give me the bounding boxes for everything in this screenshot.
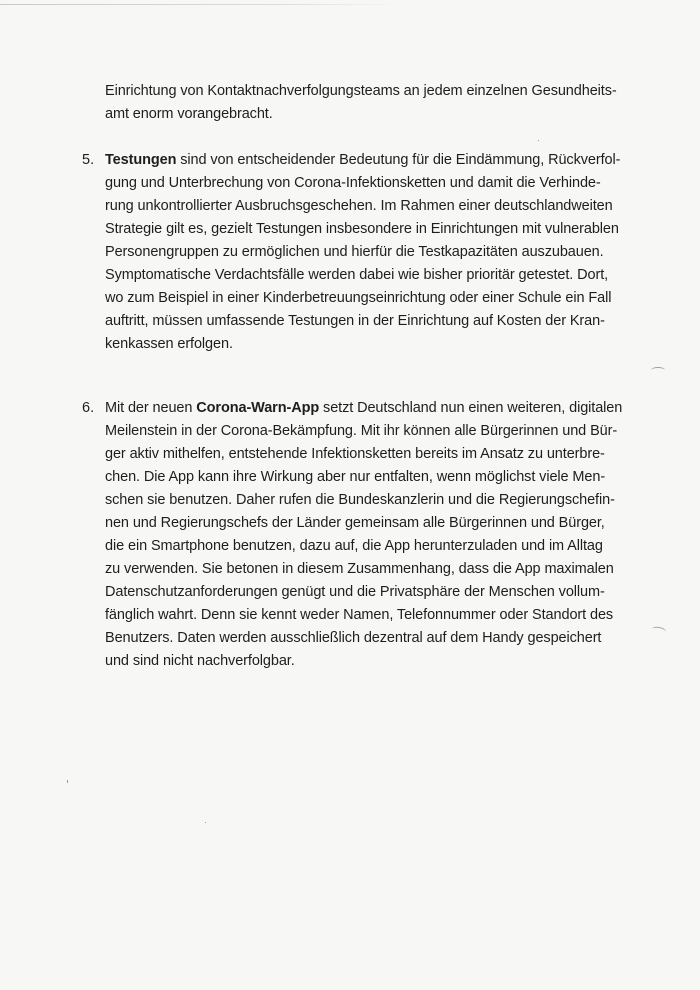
text-line: wo zum Beispiel in einer Kinderbetreuungseinrichtung oder einer Schule ein Fall (105, 290, 612, 306)
scan-speck (205, 822, 206, 823)
continuation-paragraph (105, 80, 617, 126)
text-line: zu verwenden. Sie betonen in diesem Zusammenhang, dass die App maximalen (105, 561, 614, 577)
list-number-5: 5. (82, 152, 95, 168)
text-line: Benutzers. Daten werden ausschließlich dezentral auf dem Handy gespeichert (105, 630, 602, 646)
text-line: Datenschutzanforderungen genügt und die Privatsphäre der Menschen vollum- (105, 584, 605, 600)
text-line: nen und Regierungschefs der Länder gemeinsam alle Bürgerinnen und Bürger, (105, 515, 605, 531)
text-line: die ein Smartphone benutzen, dazu auf, die App herunterzuladen und im Alltag (105, 538, 603, 554)
bold-lead-term: Testungen (105, 152, 177, 168)
text-line: Symptomatische Verdachtsfälle werden dabei wie bisher prioritär getestet. Dort, (105, 267, 609, 283)
scan-edge-line (0, 4, 400, 5)
paragraph-testungen (105, 149, 621, 356)
margin-scan-mark (651, 626, 666, 636)
scan-speck (538, 140, 539, 141)
text-line: fänglich wahrt. Denn sie kennt weder Namen, Telefonnummer oder Standort des (105, 607, 614, 623)
text-line: chen. Die App kann ihre Wirkung aber nur entfalten, wenn möglichst viele Men- (105, 469, 606, 485)
text-line: und sind nicht nachverfolgbar. (105, 653, 295, 669)
text-line: amt enorm vorangebracht. (105, 106, 273, 122)
text-line: Strategie gilt es, gezielt Testungen insbesondere in Einrichtungen mit vulnerablen (105, 221, 619, 237)
text-line: Meilenstein in der Corona-Bekämpfung. Mit ihr können alle Bürgerinnen und Bür- (105, 423, 618, 439)
bold-lead-term: Corona-Warn-App (196, 400, 320, 416)
text-line: schen sie benutzen. Daher rufen die Bundeskanzlerin und die Regierungschefin- (105, 492, 615, 508)
paragraph-corona-warn-app (105, 397, 623, 673)
text-line: rung unkontrollierter Ausbruchsgeschehen. Im Rahmen einer deutschlandweiten (105, 198, 613, 214)
text-line: ger aktiv mithelfen, entstehende Infektionsketten bereits im Ansatz zu unterbre- (105, 446, 605, 462)
scan-speck (67, 780, 68, 783)
text-line: auftritt, müssen umfassende Testungen in der Einrichtung auf Kosten der Kran- (105, 313, 605, 329)
text-fragment: setzt Deutschland nun einen weiteren, digitalen (319, 400, 623, 416)
text-line (105, 397, 623, 420)
list-number-6: 6. (82, 400, 95, 416)
margin-scan-mark (651, 367, 665, 373)
text-line: kenkassen erfolgen. (105, 336, 233, 352)
text-line (105, 149, 621, 172)
text-fragment: sind von entscheidender Bedeutung für die Eindämmung, Rückverfol- (176, 152, 621, 168)
text-line: Einrichtung von Kontaktnachverfolgungsteams an jedem einzelnen Gesundheits- (105, 83, 617, 99)
text-fragment: Mit der neuen (105, 400, 197, 416)
text-line: Personengruppen zu ermöglichen und hierfür die Testkapazitäten auszubauen. (105, 244, 604, 260)
text-line: gung und Unterbrechung von Corona-Infektionsketten und damit die Verhinde- (105, 175, 601, 191)
